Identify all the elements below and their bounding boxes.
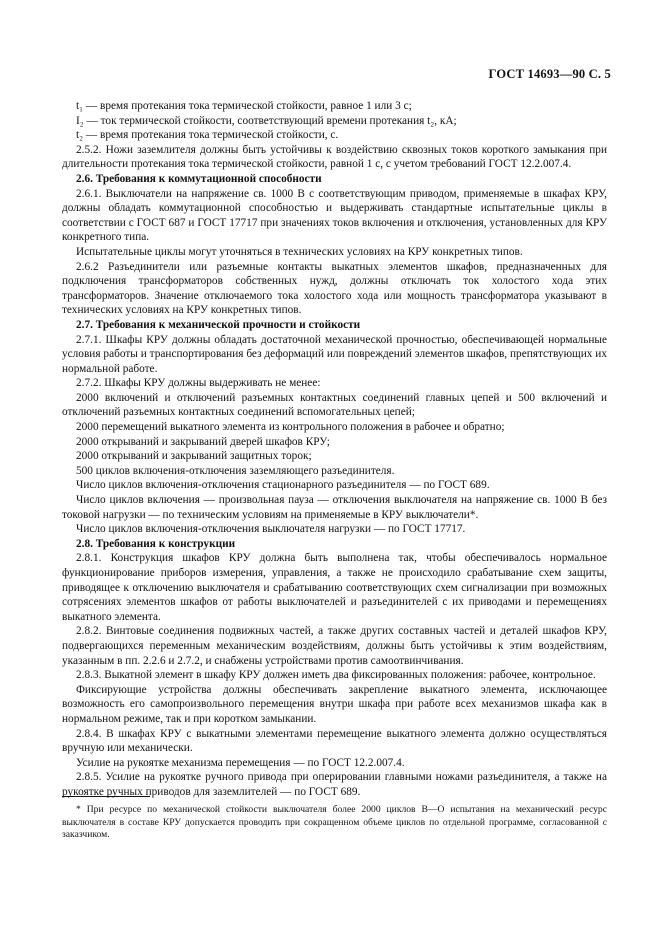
footnote-text: * При ресурсе по механической стойкости выключателя более 2000 циклов В—О испытания на механический ресурс выключателя в составе КРУ допускается проводить при сокращенном объеме циклов по отдельной программе, согласованной с заказчиком. — [62, 804, 607, 841]
document-body — [62, 99, 607, 800]
paragraph: 2.8.3. Выкатной элемент в шкафу КРУ должен иметь два фиксированных положения: рабочее, контрольное. — [76, 669, 596, 682]
paragraph: t₂ — время протекания тока термической стойкости, с. — [76, 129, 339, 142]
footnote — [62, 804, 607, 842]
paragraph: 2.6.1. Выключатели на напряжение св. 1000 В с соответствующим приводом, применяемые в шкафах КРУ, должны обладать коммутационной способностью и выдерживать стандартные испытательные циклы в соответствии с ГОСТ 687 и ГОСТ 17717 при значениях токов включения и отключения, установленных для КРУ конкретного типа. — [62, 187, 607, 244]
paragraph: Число циклов включения-отключения выключателя нагрузки — по ГОСТ 17717. — [76, 523, 466, 536]
paragraph: 2.6.2 Разъединители или разъемные контакты выкатных элементов шкафов, предназначенных для подключения трансформаторов собственных нужд, должны отключать ток холостого хода этих трансформаторов. Значение отключаемого тока холостого хода или мощность трансформатора указывают в технических условиях на КРУ конкретных типов. — [62, 260, 607, 317]
paragraph: 2000 перемещений выкатного элемента из контрольного положения в рабочее и обратно; — [76, 421, 505, 434]
paragraph: t₁ — время протекания тока термической стойкости, равное 1 или 3 с; — [76, 100, 412, 112]
paragraph: 2000 включений и отключений разъемных контактных соединений главных цепей и 500 включений и отключений разъемных контактных соединений вспомогательных цепей; — [62, 391, 607, 419]
paragraph: 2.7.2. Шкафы КРУ должны выдерживать не менее: — [76, 377, 321, 390]
paragraph: 2.8.1. Конструкция шкафов КРУ должна быть выполнена так, чтобы обеспечивалось нормальное функционирование приборов измерения, управления, а также не происходило срабатывание схем защиты, приводящее к отключению выключателя и срабатыванию соответствующих схем сигнализации при возможных сотрясениях элементов шкафов от работы выключателей и разъединителей с их приводами и перемещениях выкатного элемента. — [62, 552, 607, 623]
paragraph: 2000 открываний и закрываний защитных торок; — [76, 450, 312, 463]
paragraph: 500 циклов включения-отключения заземляющего разъединителя. — [76, 464, 395, 477]
section-heading: 2.8. Требования к конструкции — [76, 537, 236, 550]
section-heading: 2.7. Требования к механической прочности и стойкости — [76, 318, 361, 331]
paragraph: 2.8.5. Усилие на рукоятке ручного привода при оперировании главными ножами разъединителя, а также на рукоятке ручных приводов для заземлителей — по ГОСТ 689. — [62, 771, 607, 798]
paragraph: 2.5.2. Ножи заземлителя должны быть устойчивы к воздействию сквозных токов короткого замыкания при длительности протекания тока термической стойкости, равной 1 с, с учетом требований ГОСТ 12.2.007.4. — [62, 143, 607, 171]
page-header: ГОСТ 14693—90 С. 5 — [488, 67, 611, 81]
paragraph: 2.8.4. В шкафах КРУ с выкатными элементами перемещение выкатного элемента должно осуществляться вручную или механически. — [62, 727, 607, 755]
paragraph: Усилие на рукоятке механизма перемещения — по ГОСТ 12.2.007.4. — [76, 756, 405, 769]
paragraph: Фиксирующие устройства должны обеспечивать закрепление выкатного элемента, исключающее возможность его самопроизвольного перемещения внутри шкафа при работе всех механизмов шкафа как в нормальном режиме, так и при коротком замыкании. — [62, 683, 607, 725]
paragraph: 2000 открываний и закрываний дверей шкафов КРУ; — [76, 435, 330, 448]
paragraph: Число циклов включения — произвольная пауза — отключения выключателя на напряжение св. 1000 В без токовой нагрузки — по техническим условиям на применяемые в КРУ выключатели*. — [62, 494, 607, 521]
footnote-divider — [62, 796, 150, 797]
paragraph: I₂ — ток термической стойкости, соответствующий времени протекания t₂, кА; — [76, 114, 457, 127]
paragraph: 2.8.2. Винтовые соединения подвижных частей, а также других составных частей и деталей шкафов КРУ, подвергающихся переменным механическим воздействиям, должны быть устойчивы к этим воздействиям, указанным в пп. 2.2.6 и 2.7.2, и снабжены устройствами против самоотвинчивания. — [62, 625, 607, 667]
paragraph: 2.7.1. Шкафы КРУ должны обладать достаточной механической прочностью, обеспечивающей нормальные условия работы и транспортирования без деформаций или повреждений элементов шкафов, препятствующих их нормальной работе. — [62, 333, 607, 375]
paragraph: Испытательные циклы могут уточняться в технических условиях на КРУ конкретных типов. — [76, 245, 523, 258]
paragraph: Число циклов включения-отключения стационарного разъединителя — по ГОСТ 689. — [76, 479, 490, 492]
section-heading: 2.6. Требования к коммутационной способности — [76, 172, 322, 185]
